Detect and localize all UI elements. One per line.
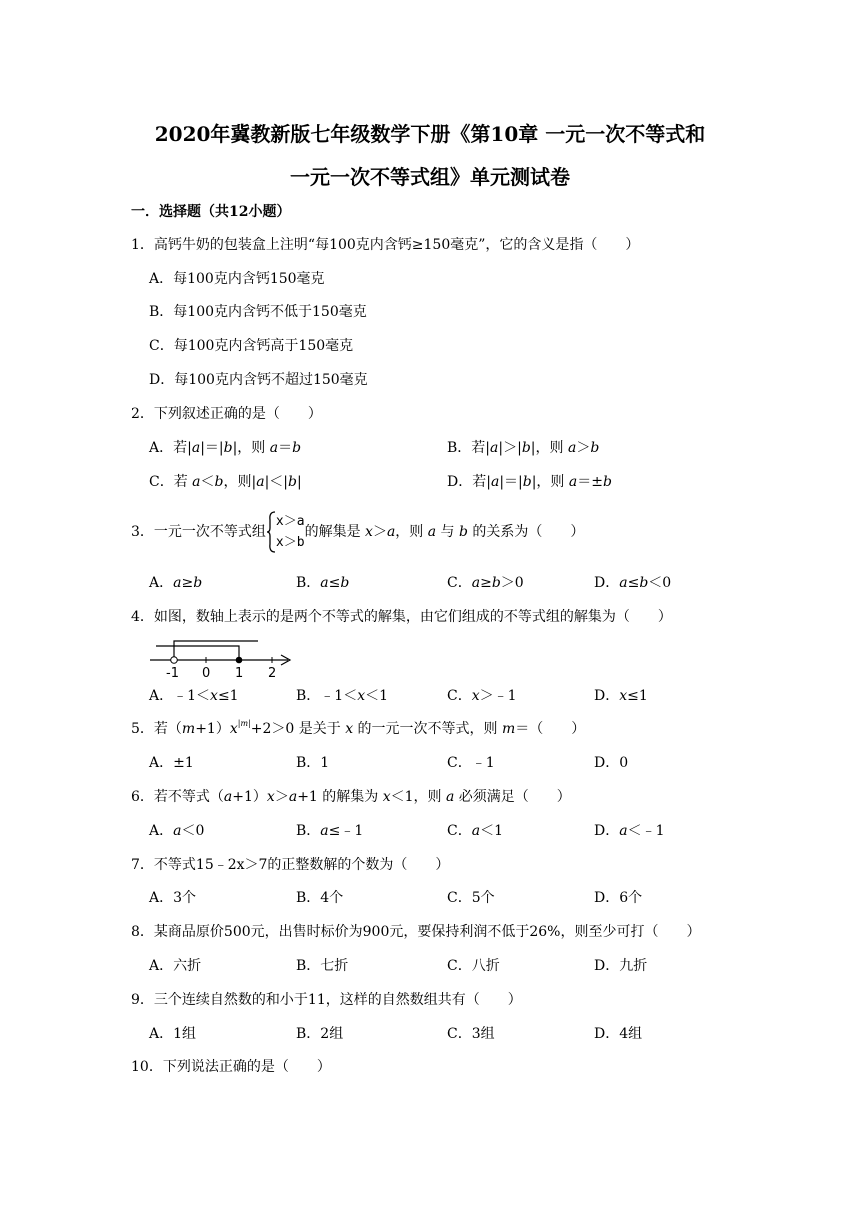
q1-option-a: A．每100克内含钙150毫克 [149, 271, 325, 287]
q2-option-a: A．若|a|＝|b|，则 a＝b [149, 440, 302, 456]
q1-option-d: D．每100克内含钙不超过150毫克 [149, 372, 368, 388]
inequality-system [276, 511, 305, 553]
question-6: 6．若不等式（a+1）x＞a+1 的解集为 x＜1，则 a 必须满足（ ） [131, 789, 571, 805]
tick-label: 1 [235, 666, 244, 679]
question-9: 9．三个连续自然数的和小于11，这样的自然数组共有（ ） [131, 992, 522, 1008]
q3-eq-2: x＞b [275, 535, 305, 550]
tick-label: 2 [268, 666, 277, 679]
question-8: 8．某商品原价500元，出售时标价为900元，要保持利润不低于26%，则至少可打（ ） [131, 924, 701, 940]
q1-option-b: B．每100克内含钙不低于150毫克 [149, 304, 367, 320]
q8-option-c: C．八折 [447, 958, 500, 974]
question-2: 2．下列叙述正确的是（ ） [131, 406, 322, 422]
q4-option-a: A．﹣1＜x≤1 [149, 688, 239, 704]
q8-option-a: A．六折 [149, 958, 202, 974]
q3-option-d: D．a≤b＜0 [594, 575, 672, 591]
question-10: 10．下列说法正确的是（ ） [131, 1059, 331, 1075]
q3-option-a: A．a≥b [149, 575, 203, 591]
q6-option-b: B．a≤﹣1 [296, 823, 364, 839]
question-1: 1．高钙牛奶的包装盒上注明“每100克内含钙≥150毫克”，它的含义是指（ ） [131, 237, 640, 253]
q9-option-c: C．3组 [447, 1026, 495, 1042]
q5-option-a: A．±1 [149, 755, 194, 771]
q3-option-b: B．a≤b [296, 575, 350, 591]
q2-option-b: B．若|a|＞|b|，则 a＞b [447, 440, 600, 456]
section-heading: 一．选择题（共12小题） [131, 204, 291, 220]
q5-option-c: C．﹣1 [447, 755, 495, 771]
q8-option-d: D．九折 [594, 958, 648, 974]
q7-option-d: D．6个 [594, 890, 643, 906]
q6-option-a: A．a＜0 [149, 823, 205, 839]
q2-option-c: C．若 a＜b，则|a|＜|b| [149, 474, 302, 490]
q9-option-b: B．2组 [296, 1026, 344, 1042]
q2-option-d: D．若|a|＝|b|，则 a＝±b [447, 474, 612, 490]
tick-label: -1 [166, 666, 179, 679]
brace-icon [266, 510, 276, 554]
tick-label: 0 [202, 666, 211, 679]
q5-option-d: D．0 [594, 755, 629, 771]
q8-option-b: B．七折 [296, 958, 349, 974]
q3-eq-1: x＞a [275, 514, 305, 529]
title-line-1: 2020年冀教新版七年级数学下册《第10章 一元一次不等式和 [154, 122, 706, 146]
solution-ray-right [174, 641, 258, 660]
q9-option-d: D．4组 [594, 1026, 643, 1042]
q5-option-b: B．1 [296, 755, 330, 771]
q4-option-d: D．x≤1 [594, 688, 648, 704]
q3-prefix: 3．一元一次不等式组 [131, 524, 266, 540]
q1-option-c: C．每100克内含钙高于150毫克 [149, 338, 354, 354]
q6-option-d: D．a＜﹣1 [594, 823, 665, 839]
q7-option-a: A．3个 [149, 890, 197, 906]
q4-option-c: C．x＞﹣1 [447, 688, 517, 704]
question-4: 4．如图，数轴上表示的是两个不等式的解集，由它们组成的不等式组的解集为（ ） [131, 609, 672, 625]
title-line-2: 一元一次不等式组》单元测试卷 [290, 165, 570, 189]
question-3: 3．一元一次不等式组x＞a x＞b的解集是 x＞a，则 a 与 b 的关系为（ ） [131, 508, 584, 556]
question-7: 7．不等式15﹣2x＞7的正整数解的个数为（ ） [131, 857, 450, 873]
q7-option-b: B．4个 [296, 890, 344, 906]
solution-ray-left [156, 646, 239, 660]
q9-option-a: A．1组 [149, 1026, 197, 1042]
q3-option-c: C．a≥b＞0 [447, 575, 524, 591]
q6-option-c: C．a＜1 [447, 823, 503, 839]
q4-option-b: B．﹣1＜x＜1 [296, 688, 389, 704]
open-dot [171, 657, 178, 664]
number-line-figure [148, 633, 296, 679]
closed-dot [236, 657, 243, 664]
question-5: 5．若$(m+1)x^{|m|}+2>0$ 是关于 x 的一元一次不等式，则 m＝（ ） [131, 719, 586, 737]
q7-option-c: C．5个 [447, 890, 495, 906]
